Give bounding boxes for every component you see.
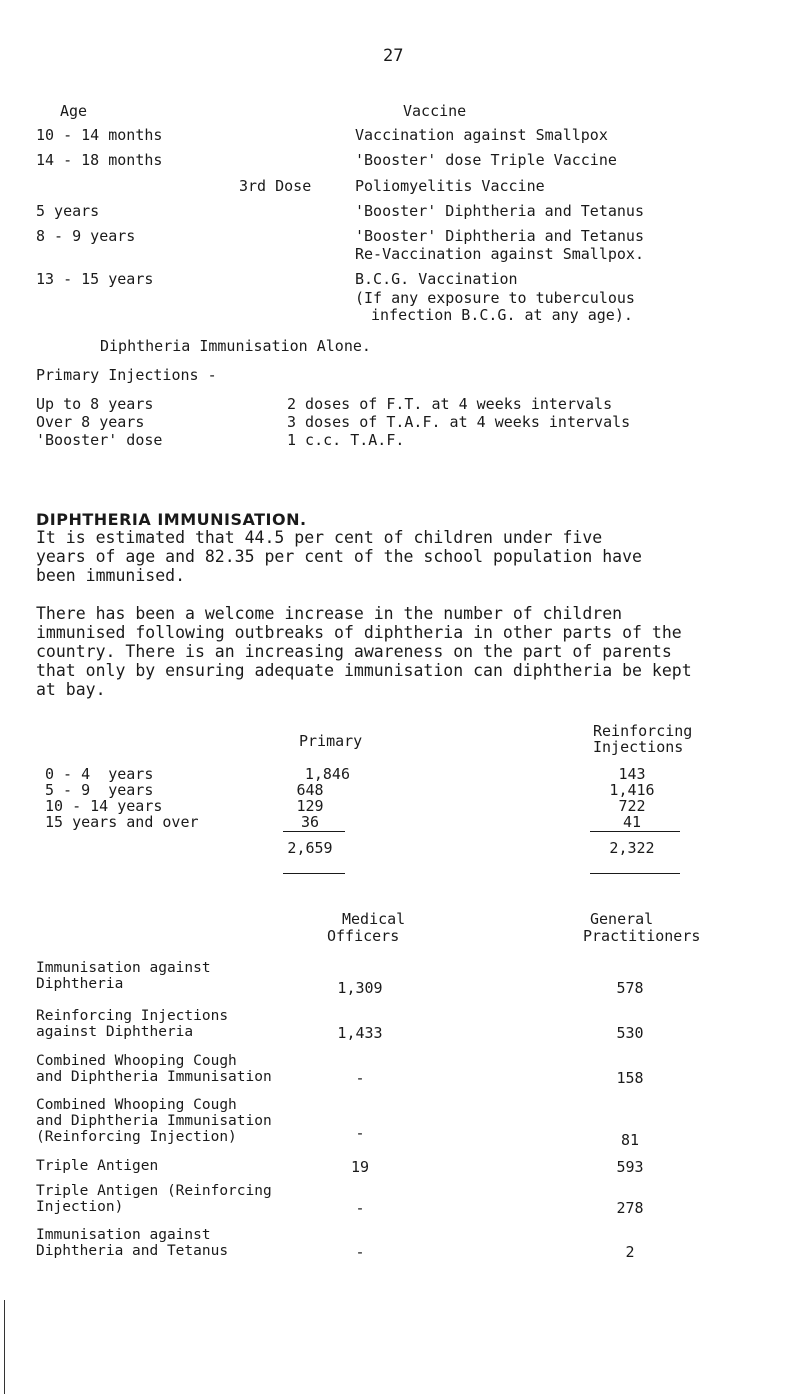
primary-injections-label: Primary Injections -	[36, 366, 217, 384]
bottom-rule-reinforcing	[590, 873, 680, 874]
table-row-label: Triple Antigen	[36, 1158, 159, 1174]
table-cell-mo: 1,433	[337, 1024, 383, 1042]
table-cell-mo: -	[355, 1243, 365, 1261]
col-gp-header: Practitioners	[583, 927, 701, 945]
paragraph-line: years of age and 82.35 per cent of the school population have	[36, 547, 642, 566]
col-mo-header: Officers	[327, 927, 400, 945]
schedule-vaccine: (If any exposure to tuberculous	[355, 289, 635, 307]
table-cell-gp: 578	[616, 979, 644, 997]
paragraph-line: It is estimated that 44.5 per cent of children under five	[36, 528, 603, 547]
schedule-age: 13 - 15 years	[36, 270, 154, 288]
table-row-label: against Diphtheria	[36, 1024, 194, 1040]
table-cell-gp: 593	[616, 1158, 644, 1176]
schedule-age: 14 - 18 months	[36, 151, 163, 169]
table-row-label: Reinforcing Injections	[36, 1008, 229, 1024]
dose-age: Up to 8 years	[36, 395, 154, 413]
table-row-label: Immunisation against	[36, 1227, 211, 1243]
table-cell-gp: 81	[620, 1131, 640, 1149]
table-row-label: and Diphtheria Immunisation	[36, 1113, 272, 1129]
dose-text: 1 c.c. T.A.F.	[287, 431, 405, 449]
col-reinforcing-header: Injections	[593, 738, 684, 756]
table-cell-gp: 278	[616, 1199, 644, 1217]
dose-text: 3 doses of T.A.F. at 4 weeks intervals	[287, 413, 631, 431]
table-cell-reinforcing: 41	[622, 813, 642, 831]
table-cell-primary: 648	[296, 781, 324, 799]
table-cell-reinforcing: 1,416	[609, 781, 655, 799]
table-row-label: (Reinforcing Injection)	[36, 1129, 237, 1145]
col-gp-header: General	[590, 910, 654, 928]
dose-age: Over 8 years	[36, 413, 145, 431]
table-cell-mo: -	[355, 1199, 365, 1217]
schedule-age: 10 - 14 months	[36, 126, 163, 144]
table-cell-primary: 36	[300, 813, 320, 831]
table-row-label: 5 - 9 years	[45, 781, 154, 799]
table-cell-reinforcing: 722	[618, 797, 646, 815]
total-rule-primary	[283, 831, 345, 832]
table-cell-gp: 158	[616, 1069, 644, 1087]
page-number: 27	[383, 46, 404, 66]
table-row-label: Diphtheria and Tetanus	[36, 1243, 229, 1259]
table-row-label: 0 - 4 years	[45, 765, 154, 783]
diphtheria-alone-title: Diphtheria Immunisation Alone.	[100, 337, 371, 355]
schedule-vaccine: Poliomyelitis Vaccine	[355, 177, 545, 195]
table-cell-mo: -	[355, 1069, 365, 1087]
total-rule-reinforcing	[590, 831, 680, 832]
table-cell-mo: 1,309	[337, 979, 383, 997]
bottom-rule-primary	[283, 873, 345, 874]
col-primary-header: Primary	[299, 732, 363, 750]
table-cell-primary: 1,846	[304, 765, 350, 783]
paragraph-line: at bay.	[36, 680, 106, 699]
scan-edge-mark	[4, 1300, 5, 1394]
table-row-label: Triple Antigen (Reinforcing	[36, 1183, 272, 1199]
table-cell-primary: 129	[296, 797, 324, 815]
dose-age: 'Booster' dose	[36, 431, 163, 449]
table-row-label: Combined Whooping Cough	[36, 1097, 237, 1113]
paragraph-line: immunised following outbreaks of diphtheria in other parts of the	[36, 623, 682, 642]
paragraph-line: There has been a welcome increase in the number of children	[36, 604, 623, 623]
schedule-age: 8 - 9 years	[36, 227, 136, 245]
table-cell-mo: 19	[350, 1158, 370, 1176]
table-row-label: and Diphtheria Immunisation	[36, 1069, 272, 1085]
dose-text: 2 doses of F.T. at 4 weeks intervals	[287, 395, 613, 413]
table-row-label: 15 years and over	[45, 813, 199, 831]
table-row-label: Immunisation against	[36, 960, 211, 976]
schedule-vaccine: Re-Vaccination against Smallpox.	[355, 245, 644, 263]
schedule-vaccine: 'Booster' dose Triple Vaccine	[355, 151, 617, 169]
schedule-vaccine: Vaccination against Smallpox	[355, 126, 608, 144]
vaccine-header: Vaccine	[403, 102, 467, 120]
table-cell-gp: 2	[625, 1243, 635, 1261]
col-reinforcing-header: Reinforcing	[593, 722, 693, 740]
table-row-label: Combined Whooping Cough	[36, 1053, 237, 1069]
table-cell-mo: -	[355, 1124, 365, 1142]
table-row-label: 10 - 14 years	[45, 797, 163, 815]
schedule-vaccine: infection B.C.G. at any age).	[371, 306, 633, 324]
table-cell-gp: 530	[616, 1024, 644, 1042]
col-mo-header: Medical	[342, 910, 406, 928]
paragraph-line: been immunised.	[36, 566, 186, 585]
table-cell-reinforcing: 143	[618, 765, 646, 783]
total-reinforcing: 2,322	[609, 839, 655, 857]
age-header: Age	[60, 102, 88, 120]
total-primary: 2,659	[287, 839, 333, 857]
paragraph-line: country. There is an increasing awareness on the part of parents	[36, 642, 672, 661]
schedule-vaccine: 'Booster' Diphtheria and Tetanus	[355, 202, 644, 220]
paragraph-line: that only by ensuring adequate immunisation can diphtheria be kept	[36, 661, 692, 680]
schedule-age: 5 years	[36, 202, 100, 220]
schedule-vaccine: 'Booster' Diphtheria and Tetanus	[355, 227, 644, 245]
schedule-vaccine: B.C.G. Vaccination	[355, 270, 518, 288]
schedule-age: 3rd Dose	[239, 177, 312, 195]
table-row-label: Injection)	[36, 1199, 124, 1215]
section-heading: DIPHTHERIA IMMUNISATION.	[36, 510, 307, 529]
table-row-label: Diphtheria	[36, 976, 124, 992]
